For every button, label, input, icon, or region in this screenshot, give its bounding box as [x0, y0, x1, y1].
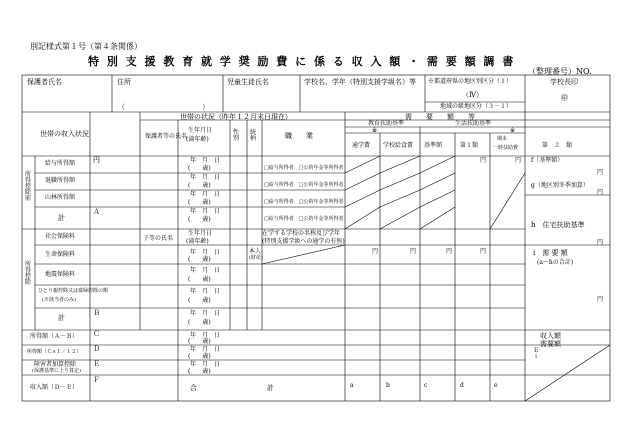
yen-unit: 円 — [515, 157, 522, 164]
job-option: □給与所得者 □公的年金等所得者 — [264, 199, 344, 205]
ymd: 年 月 日 — [190, 191, 221, 198]
sum-d: d — [460, 382, 464, 389]
yen-unit: 円 — [597, 189, 604, 196]
i-demand-label: i 需 要 額 — [533, 249, 568, 257]
sum-b: b — [386, 382, 390, 389]
disabled-note: (保護基準に上り算定) — [32, 368, 81, 374]
income-status-header: 世帯の収入状況 — [40, 130, 89, 138]
yen-unit: 円 — [597, 169, 604, 176]
yen-unit: 円 — [446, 248, 453, 255]
age: ( 歳) — [188, 165, 211, 172]
demand-header: 需 要 額 等 — [405, 113, 475, 121]
self-label: 本人 — [249, 248, 262, 255]
age: ( 歳) — [188, 256, 211, 263]
age: ( 歳) — [188, 368, 211, 375]
sum-c: c — [424, 382, 428, 389]
income-total-label: 収入額（Ｄ－Ｅ） — [30, 384, 79, 391]
edu-standard-header: 教育扶助基準 — [368, 120, 405, 127]
mark: ※ — [510, 127, 516, 134]
yen-unit: 円 — [410, 248, 417, 255]
birth-header: 生年月日 — [188, 127, 213, 134]
first-header: 第１類 — [460, 142, 479, 149]
occupation-header: 職 業 — [285, 132, 313, 140]
label-d: Ｄ — [93, 345, 100, 353]
job-option: □給与所得者 □公的年金等所得者 — [264, 165, 344, 171]
label-e: Ｅ — [93, 360, 100, 368]
single-parent-note: (※該当者のみ) — [42, 297, 76, 303]
i-note: (a～hの合計) — [537, 259, 574, 266]
label-c: Ｃ — [93, 330, 100, 338]
tsugakuhi-header: 通学費 — [352, 142, 371, 149]
principal-seal-label: 学校長印 — [550, 78, 578, 86]
yen-unit: 円 — [597, 239, 604, 246]
address-paren: （ ） — [118, 103, 209, 111]
i-small-label: ｉ — [533, 353, 540, 360]
area-label: 地域の級地区分（３－１） — [440, 103, 513, 110]
ymd: 年 月 日 — [190, 267, 221, 274]
age-header: (満年齢) — [186, 136, 209, 143]
page-title: 特 別 支 援 教 育 就 学 奨 励 費 に 係 る 収 入 額 ・ 需 要 額 調 書 — [88, 55, 516, 68]
age: ( 歳) — [188, 182, 211, 189]
guardian-names-header: 保護者等の氏名 — [145, 133, 188, 140]
school-label: 学校名、学年（特別支援学級名）等 — [304, 78, 416, 86]
total2-label: 計 — [58, 314, 65, 322]
winter-add-header: 期末 — [497, 136, 508, 142]
income-amount-cl-label: 所得額（Ｃ×１／１２） — [27, 349, 82, 355]
life-standard-header: 生活扶助基準 — [455, 120, 492, 127]
children-names-header: 子等の氏名 — [143, 235, 174, 242]
self2-label: (財産) — [249, 255, 263, 261]
f-basic-label: f（基準額） — [531, 157, 564, 164]
age2-header: (満年齢) — [186, 238, 209, 245]
mark: ※ — [372, 127, 378, 134]
age: ( 歳) — [188, 338, 211, 345]
basic-header: 基準額 — [424, 142, 443, 149]
region-value: （Ⅳ） — [462, 91, 483, 99]
form-label: 別記様式第１号（第４条関係） — [30, 42, 142, 51]
ymd: 年 月 日 — [190, 310, 221, 317]
one-time-header: 一時扶助費 — [493, 145, 519, 151]
yen-unit: 円 — [93, 156, 100, 164]
age: ( 歳) — [188, 353, 211, 360]
address-label: 住所 — [117, 78, 131, 86]
salary-label: 給与所得額 — [45, 160, 76, 167]
ymd: 年 月 日 — [190, 174, 221, 181]
ymd: 年 月 日 — [190, 332, 221, 339]
job-option: □給与所得者 □公的年金等所得者 — [264, 216, 344, 222]
before-deduction-label: 所得控除前 — [25, 171, 32, 202]
label-a: Ａ — [93, 208, 100, 216]
ymd: 年 月 日 — [190, 249, 221, 256]
ymd: 年 月 日 — [190, 361, 221, 368]
sex-header: 性別 — [233, 129, 240, 142]
job-option: □給与所得者 □公的年金等所得者 — [264, 182, 344, 188]
label-f: Ｆ — [93, 376, 100, 384]
single-parent-label: ひとり親控除又は寡婦控除の額 — [38, 288, 109, 294]
ymd: 年 月 日 — [190, 208, 221, 215]
retirement-label: 退職所得額 — [45, 177, 76, 184]
ymd: 年 月 日 — [190, 288, 221, 295]
total-label: 計 — [58, 214, 65, 222]
school-name-grade-header: 在学する学校の名称及び学年 — [262, 230, 341, 237]
household-status-header: 世帯の状況（昨年１２月末日現在） — [180, 113, 292, 121]
ymd: 年 月 日 — [190, 157, 221, 164]
region-label: ※都道府県の地区別区分（１） — [428, 78, 513, 85]
guardian-name-label: 保護者氏名 — [27, 78, 62, 86]
yen-unit: 円 — [597, 296, 604, 303]
age: ( 歳) — [188, 297, 211, 304]
yen-unit: 円 — [480, 157, 487, 164]
deduction-label: 所得控除 — [25, 261, 32, 286]
age: ( 歳) — [188, 276, 211, 283]
relation-header: 続柄 — [250, 129, 257, 142]
age: ( 歳) — [188, 216, 211, 223]
label-b: Ｂ — [93, 309, 100, 317]
age: ( 歳) — [188, 319, 211, 326]
forest-label: 山林所得額 — [45, 194, 76, 201]
second-header: 第 ２ 類 — [542, 142, 573, 149]
yen-unit: 円 — [480, 248, 487, 255]
special-school-header: (特別支援学級への通学の有無) — [262, 238, 345, 245]
child-name-label: 児童生徒氏名 — [227, 78, 269, 86]
age: ( 歳) — [188, 199, 211, 206]
sum-e: e — [494, 382, 498, 389]
sum-a: a — [350, 382, 354, 389]
g-winter-label: g（地区別冬季加算） — [531, 182, 589, 189]
seal-mark: ㊞ — [561, 94, 568, 102]
social-ins-label: 社会保険料 — [45, 233, 76, 240]
income-label: 収入額 — [540, 332, 561, 340]
demand-label: 需要額 — [540, 340, 561, 348]
disabled-label: 障害者加算控除 — [34, 361, 77, 368]
income-amount-label: 所得額（Ａ－Ｂ） — [30, 333, 79, 340]
yen-unit: 円 — [372, 248, 379, 255]
quake-ins-label: 地震保険料 — [45, 271, 76, 278]
school-supplies-header: 学校給食費 — [383, 142, 414, 149]
ymd: 年 月 日 — [190, 346, 221, 353]
h-housing-label: h 住宅扶助基準 — [531, 221, 585, 229]
total-row-label: 合 計 — [190, 384, 274, 392]
life-ins-label: 生命保険料 — [45, 251, 76, 258]
ratio-label: Ｅ — [533, 347, 540, 354]
number-label: （整理番号）NO. — [528, 67, 592, 76]
birth2-header: 生年月日 — [188, 230, 213, 237]
